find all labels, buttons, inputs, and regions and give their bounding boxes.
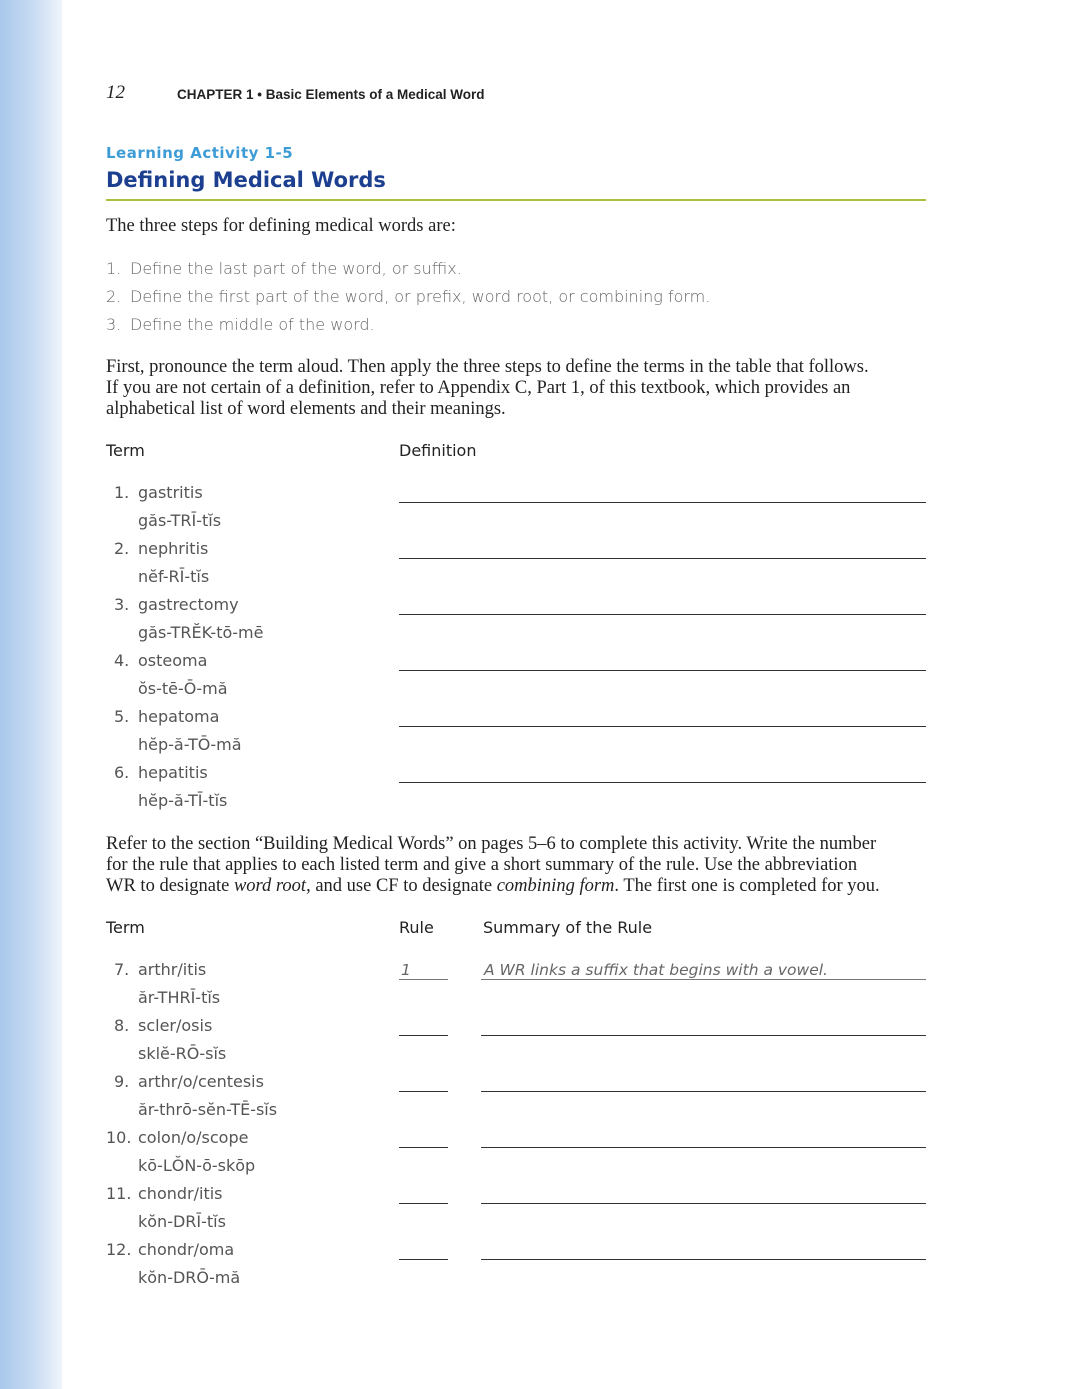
- summary-answer-line[interactable]: [481, 1035, 926, 1036]
- table-row: [114, 960, 206, 979]
- paragraph-line: First, pronounce the term aloud. Then apply the three steps to define the terms in the table that follows.: [106, 357, 869, 377]
- table1-definition-header: Definition: [399, 441, 477, 460]
- row-number: 9.: [114, 1072, 130, 1091]
- row-number: 3.: [114, 595, 130, 614]
- rule-answer-line[interactable]: [399, 1203, 448, 1204]
- table-row: [106, 1128, 248, 1147]
- pronunciation: kō-LŎN-ō-skōp: [138, 1156, 256, 1175]
- table-row: [114, 595, 239, 614]
- term-text: colon/o/scope: [138, 1128, 249, 1147]
- summary-answer-line[interactable]: [481, 979, 926, 980]
- summary-answer-line[interactable]: [481, 1147, 926, 1148]
- instructions-paragraph-1: [106, 357, 936, 420]
- rule-answer-line[interactable]: [399, 1091, 448, 1092]
- definition-answer-line[interactable]: [399, 558, 926, 559]
- italic-term: combining form: [496, 876, 615, 896]
- paragraph-line: for the rule that applies to each listed term and give a short summary of the rule. Use the abbreviation: [106, 855, 858, 875]
- term-text: hepatitis: [138, 763, 208, 782]
- activity-title: Defining Medical Words: [106, 168, 386, 192]
- term-text: gastritis: [138, 483, 203, 502]
- term-text: hepatoma: [138, 707, 220, 726]
- paragraph-line: alphabetical list of word elements and their meanings.: [106, 399, 506, 419]
- row-number: 8.: [114, 1016, 130, 1035]
- term-text: scler/osis: [138, 1016, 213, 1035]
- rule-answer: 1: [401, 961, 411, 979]
- paragraph-line: If you are not certain of a definition, refer to Appendix C, Part 1, of this textbook, which provides an: [106, 378, 851, 398]
- italic-term: word root: [233, 876, 307, 896]
- term-text: arthr/o/centesis: [138, 1072, 264, 1091]
- term-text: gastrectomy: [138, 595, 239, 614]
- pronunciation: hĕp-ă-TŌ-mă: [138, 735, 242, 754]
- row-number: 4.: [114, 651, 130, 670]
- summary-answer-line[interactable]: [481, 1259, 926, 1260]
- summary-answer: A WR links a suffix that begins with a vowel.: [484, 961, 828, 979]
- pronunciation: kŏn-DRĪ-tĭs: [138, 1212, 226, 1231]
- pronunciation: ŏs-tē-Ō-mă: [138, 679, 228, 698]
- definition-answer-line[interactable]: [399, 726, 926, 727]
- rule-answer-line[interactable]: [399, 1147, 448, 1148]
- table-row: [114, 483, 203, 502]
- definition-answer-line[interactable]: [399, 502, 926, 503]
- row-number: 10.: [106, 1128, 132, 1147]
- table2-rule-header: Rule: [399, 918, 434, 937]
- table-row: [114, 1016, 212, 1035]
- rule-answer-line[interactable]: [399, 1259, 448, 1260]
- step-text: Define the last part of the word, or suffix.: [130, 259, 462, 278]
- step-number: 2.: [106, 287, 122, 306]
- pronunciation: nĕf-RĪ-tĭs: [138, 567, 210, 586]
- term-text: nephritis: [138, 539, 209, 558]
- intro-text: The three steps for defining medical words are:: [106, 216, 456, 236]
- row-number: 11.: [106, 1184, 132, 1203]
- table1-term-header: Term: [106, 441, 145, 460]
- term-text: osteoma: [138, 651, 208, 670]
- pronunciation: kŏn-DRŌ-mă: [138, 1268, 241, 1287]
- term-text: chondr/itis: [138, 1184, 223, 1203]
- table2-term-header: Term: [106, 918, 145, 937]
- table-row: [106, 1184, 223, 1203]
- term-text: arthr/itis: [138, 960, 207, 979]
- instructions-paragraph-2: [106, 834, 936, 897]
- step-text: Define the first part of the word, or prefix, word root, or combining form.: [130, 287, 711, 306]
- pronunciation: ăr-thrō-sĕn-TĒ-sĭs: [138, 1100, 278, 1119]
- term-text: chondr/oma: [138, 1240, 235, 1259]
- definition-answer-line[interactable]: [399, 670, 926, 671]
- pronunciation: hĕp-ă-TĪ-tĭs: [138, 791, 228, 810]
- pronunciation: găs-TRĔK-tō-mē: [138, 623, 264, 642]
- pronunciation: găs-TRĪ-tĭs: [138, 511, 222, 530]
- rule-answer-line[interactable]: [399, 979, 448, 980]
- row-number: 6.: [114, 763, 130, 782]
- row-number: 2.: [114, 539, 130, 558]
- page-edge-band: [0, 0, 62, 1389]
- table-row: [114, 651, 207, 670]
- paragraph-line: [106, 876, 936, 897]
- text-run: WR to designate: [106, 876, 234, 896]
- page-number: 12: [106, 82, 125, 103]
- step-number: 1.: [106, 259, 122, 278]
- step-number: 3.: [106, 315, 122, 334]
- table-row: [114, 763, 208, 782]
- table-row: [114, 539, 208, 558]
- step-item: [106, 315, 375, 334]
- table-row: [114, 1072, 264, 1091]
- table2-summary-header: Summary of the Rule: [483, 918, 653, 937]
- summary-answer-line[interactable]: [481, 1091, 926, 1092]
- running-head: CHAPTER 1 • Basic Elements of a Medical Word: [177, 87, 485, 102]
- text-run: , and use CF to designate: [306, 876, 497, 896]
- step-item: [106, 287, 710, 306]
- title-divider: [106, 199, 926, 201]
- pronunciation: sklĕ-RŌ-sĭs: [138, 1044, 227, 1063]
- definition-answer-line[interactable]: [399, 782, 926, 783]
- rule-answer-line[interactable]: [399, 1035, 448, 1036]
- row-number: 1.: [114, 483, 130, 502]
- paragraph-line: Refer to the section “Building Medical Words” on pages 5–6 to complete this activity. Write the number: [106, 834, 877, 854]
- summary-answer-line[interactable]: [481, 1203, 926, 1204]
- table-row: [114, 707, 219, 726]
- table-row: [106, 1240, 234, 1259]
- text-run: . The first one is completed for you.: [614, 876, 880, 896]
- step-item: [106, 259, 462, 278]
- row-number: 5.: [114, 707, 130, 726]
- pronunciation: ăr-THRĪ-tĭs: [138, 988, 221, 1007]
- activity-label: Learning Activity 1-5: [106, 144, 294, 162]
- row-number: 12.: [106, 1240, 132, 1259]
- definition-answer-line[interactable]: [399, 614, 926, 615]
- row-number: 7.: [114, 960, 130, 979]
- step-text: Define the middle of the word.: [130, 315, 375, 334]
